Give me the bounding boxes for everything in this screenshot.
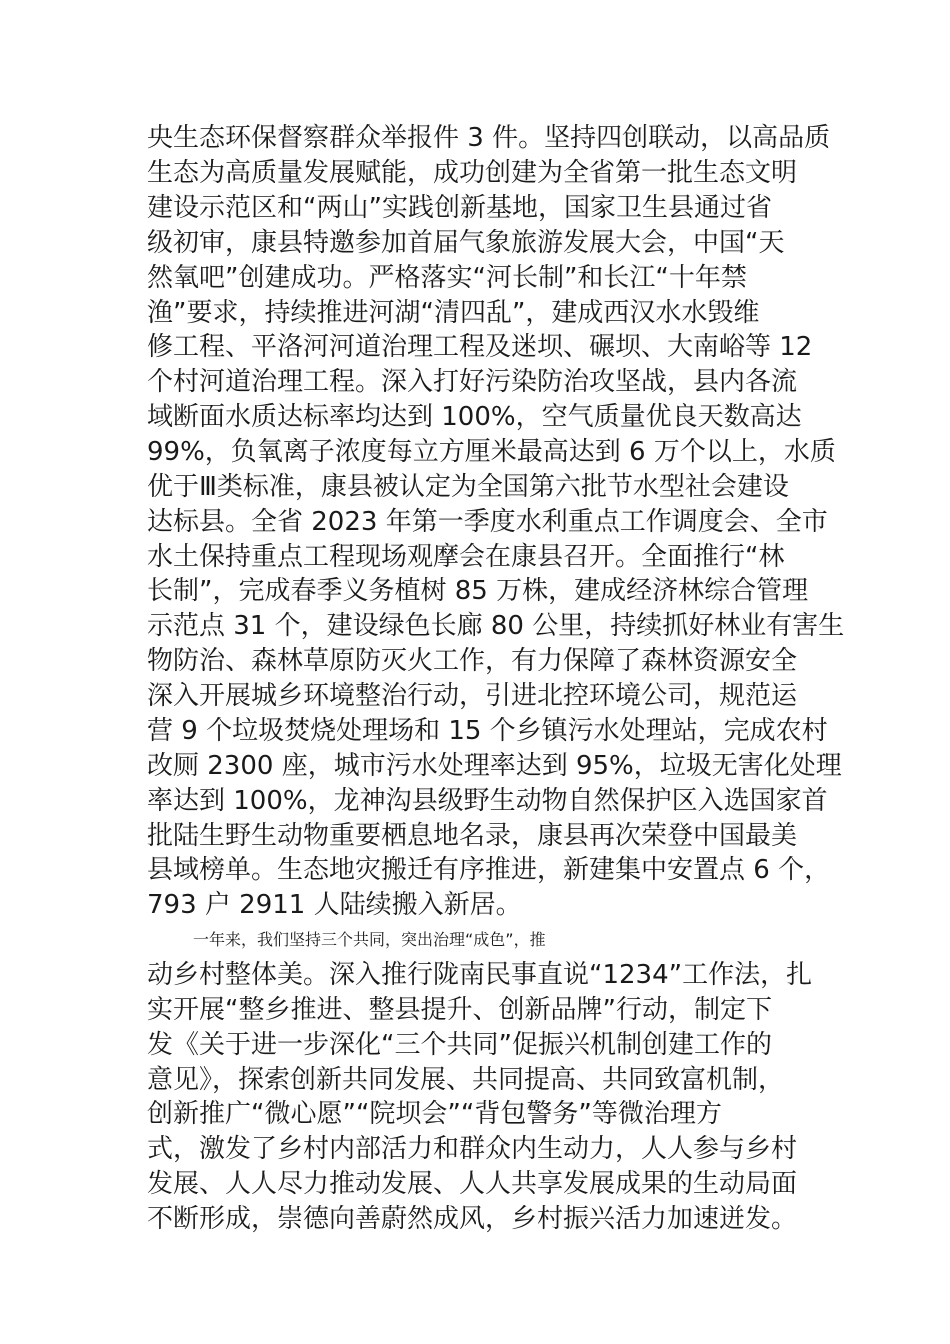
text-line: 达标县。全省 2023 年第一季度水利重点工作调度会、全市 xyxy=(147,507,828,537)
text-line: 然氧吧”创建成功。严格落实“河长制”和长江“十年禁 xyxy=(147,263,747,293)
text-line: 个村河道治理工程。深入打好污染防治攻坚战，县内各流 xyxy=(147,367,798,397)
text-line: 发展、人人尽力推动发展、人人共享发展成果的生动局面 xyxy=(147,1169,798,1199)
text-line: 生态为高质量发展赋能，成功创建为全省第一批生态文明 xyxy=(147,158,798,188)
text-line: 实开展“整乡推进、整县提升、创新品牌”行动，制定下 xyxy=(147,995,772,1025)
text-line: 域断面水质达标率均达到 100%，空气质量优良天数高达 xyxy=(147,402,802,432)
text-line: 深入开展城乡环境整治行动，引进北控环境公司，规范运 xyxy=(147,681,798,711)
text-line: 营 9 个垃圾焚烧处理场和 15 个乡镇污水处理站，完成农村 xyxy=(147,716,828,746)
text-line: 率达到 100%，龙神沟县级野生动物自然保护区入选国家首 xyxy=(147,786,828,816)
text-line: 水土保持重点工程现场观摩会在康县召开。全面推行“林 xyxy=(147,542,785,572)
text-line: 式，激发了乡村内部活力和群众内生动力，人人参与乡村 xyxy=(147,1134,798,1164)
text-line: 批陆生野生动物重要栖息地名录，康县再次荣登中国最美 xyxy=(147,821,798,851)
text-line: 改厕 2300 座，城市污水处理率达到 95%，垃圾无害化处理 xyxy=(147,751,842,781)
text-line: 县域榜单。生态地灾搬迁有序推进，新建集中安置点 6 个， xyxy=(147,855,831,885)
paragraph-first-line: 一年来，我们坚持三个共同，突出治理“成色”，推 xyxy=(193,930,546,949)
text-line: 793 户 2911 人陆续搬入新居。 xyxy=(147,890,522,920)
text-line: 优于Ⅲ类标准，康县被认定为全国第六批节水型社会建设 xyxy=(147,472,789,502)
text-line: 物防治、森林草原防灭火工作，有力保障了森林资源安全 xyxy=(147,646,798,676)
text-line: 发《关于进一步深化“三个共同”促振兴机制创建工作的 xyxy=(147,1030,772,1060)
text-line: 创新推广“微心愿”“院坝会”“背包警务”等微治理方 xyxy=(147,1099,722,1129)
text-line: 意见》，探索创新共同发展、共同提高、共同致富机制， xyxy=(147,1065,785,1095)
text-line: 建设示范区和“两山”实践创新基地，国家卫生县通过省 xyxy=(147,193,772,223)
text-line: 修工程、平洛河河道治理工程及迷坝、碾坝、大南峪等 12 xyxy=(147,332,813,362)
text-line: 长制”，完成春季义务植树 85 万株，建成经济林综合管理 xyxy=(147,576,809,606)
text-line: 动乡村整体美。深入推行陇南民事直说“1234”工作法，扎 xyxy=(147,960,813,990)
text-line: 央生态环保督察群众举报件 3 件。坚持四创联动，以高品质 xyxy=(147,123,831,153)
text-line: 渔”要求，持续推进河湖“清四乱”，建成西汉水水毁维 xyxy=(147,298,760,328)
text-line: 级初审，康县特邀参加首届气象旅游发展大会，中国“天 xyxy=(147,228,785,258)
text-line: 99%，负氧离子浓度每立方厘米最高达到 6 万个以上，水质 xyxy=(147,437,836,467)
text-line: 示范点 31 个，建设绿色长廊 80 公里，持续抓好林业有害生 xyxy=(147,611,845,641)
text-line: 不断形成，崇德向善蔚然成风，乡村振兴活力加速迸发。 xyxy=(147,1204,798,1234)
